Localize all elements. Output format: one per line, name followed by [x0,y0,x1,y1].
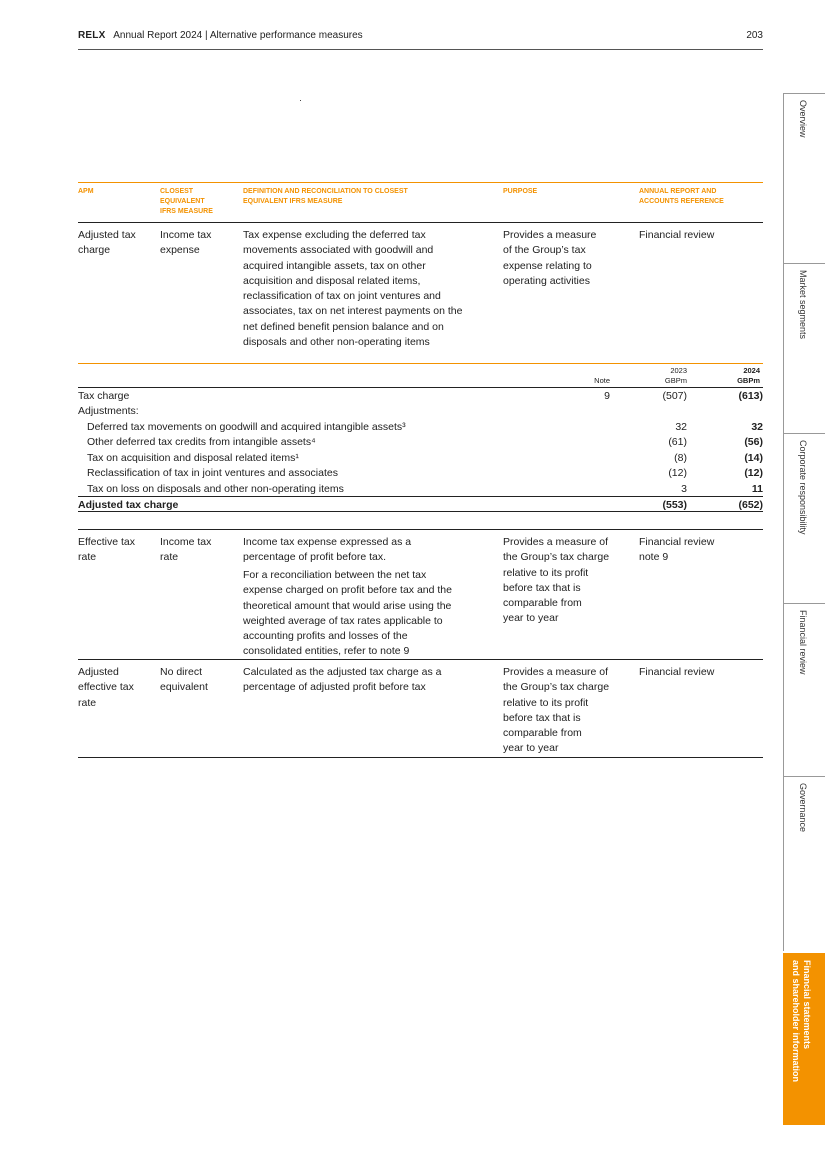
year-2023-header: 2023 GBPm [664,366,687,385]
column-header-apm: APM [78,188,94,195]
column-header-reference: ANNUAL REPORT AND ACCOUNTS REFERENCE [639,188,724,205]
row-closest-measure: No direct equivalent [160,666,208,694]
table-row: Reclassification of tax in joint ventures and associates (12) (12) [87,467,763,479]
header-bottom-rule [78,222,763,223]
row-definition: Calculated as the adjusted tax charge as a percentage of adjusted profit before tax [243,666,442,694]
row-reference: Financial review note 9 [639,536,715,564]
table-bottom-rule [78,757,763,758]
tab-corporate-responsibility[interactable]: Corporate responsibility [783,433,825,603]
page-number: 203 [746,30,763,41]
page-header [78,30,763,50]
table-row: Tax on loss on disposals and other non-operating items 3 11 [87,482,763,495]
table-row: Tax charge 9 (507) (613) [78,390,763,402]
row-closest-measure: Income tax rate [160,536,212,564]
row-apm: Effective tax rate [78,536,136,564]
column-header-purpose: PURPOSE [503,188,538,195]
tab-overview[interactable]: Overview [783,93,825,263]
column-header-closest: CLOSEST EQUIVALENT IFRS MEASURE [160,188,213,215]
stray-dot [300,100,301,101]
row-definition: Income tax expense expressed as a percentage of profit before tax. [243,536,412,564]
table-top-rule [78,182,763,183]
row-purpose: Provides a measure of the Group’s tax expense relating to operating activities [503,229,597,287]
row-apm: Adjusted tax charge [78,229,136,257]
row-purpose: Provides a measure of the Group’s tax charge relative to its profit before tax that is comparable from year to year [503,536,610,625]
row-separator [78,659,763,660]
table-row-total: Adjusted tax charge (553) (652) [78,498,763,511]
row-separator [78,529,763,530]
column-header-definition: DEFINITION AND RECONCILIATION TO CLOSEST EQUIVALENT IFRS MEASURE [243,188,408,205]
year-2024-header: 2024 GBPm [737,366,760,385]
row-reference: Financial review [639,229,715,241]
total-rule [78,511,763,512]
table-row: Other deferred tax credits from intangible assets⁴ (61) (56) [87,436,763,448]
table-row: Adjustments: [78,405,139,417]
reconciliation-top-rule [78,363,763,364]
row-purpose: Provides a measure of the Group’s tax charge relative to its profit before tax that is comparable from year to year [503,666,610,755]
row-definition: Tax expense excluding the deferred tax movements associated with goodwill and acquired intangible assets, tax on other acquisition and disposal related items, reclassification of tax on joint ventures and associates, tax on net interest payments on the net defined benefit pension balance and on disposals and other non-operating items [243,229,463,349]
tab-financial-statements[interactable]: Financial statements and shareholder information [783,953,825,1125]
table-row: Deferred tax movements on goodwill and acquired intangible assets³ 32 32 [87,420,763,433]
tab-market-segments[interactable]: Market segments [783,263,825,433]
report-title: Annual Report 2024 | Alternative performance measures [113,30,363,41]
row-reference: Financial review [639,666,715,678]
row-closest-measure: Income tax expense [160,229,212,257]
note-column-header: Note [594,376,610,385]
table-row: Tax on acquisition and disposal related items¹ (8) (14) [87,451,763,464]
brand-name: RELX [78,30,106,41]
reconciliation-header-rule [78,387,763,388]
tab-governance[interactable]: Governance [783,776,825,951]
tab-financial-review[interactable]: Financial review [783,603,825,776]
row-definition-note: For a reconciliation between the net tax expense charged on profit before tax and the theoretical amount that would arise using the weighted average of tax rates applicable to accounting profits and losses of the consolidated entities, refer to note 9 [243,569,452,658]
row-apm: Adjusted effective tax rate [78,666,134,709]
